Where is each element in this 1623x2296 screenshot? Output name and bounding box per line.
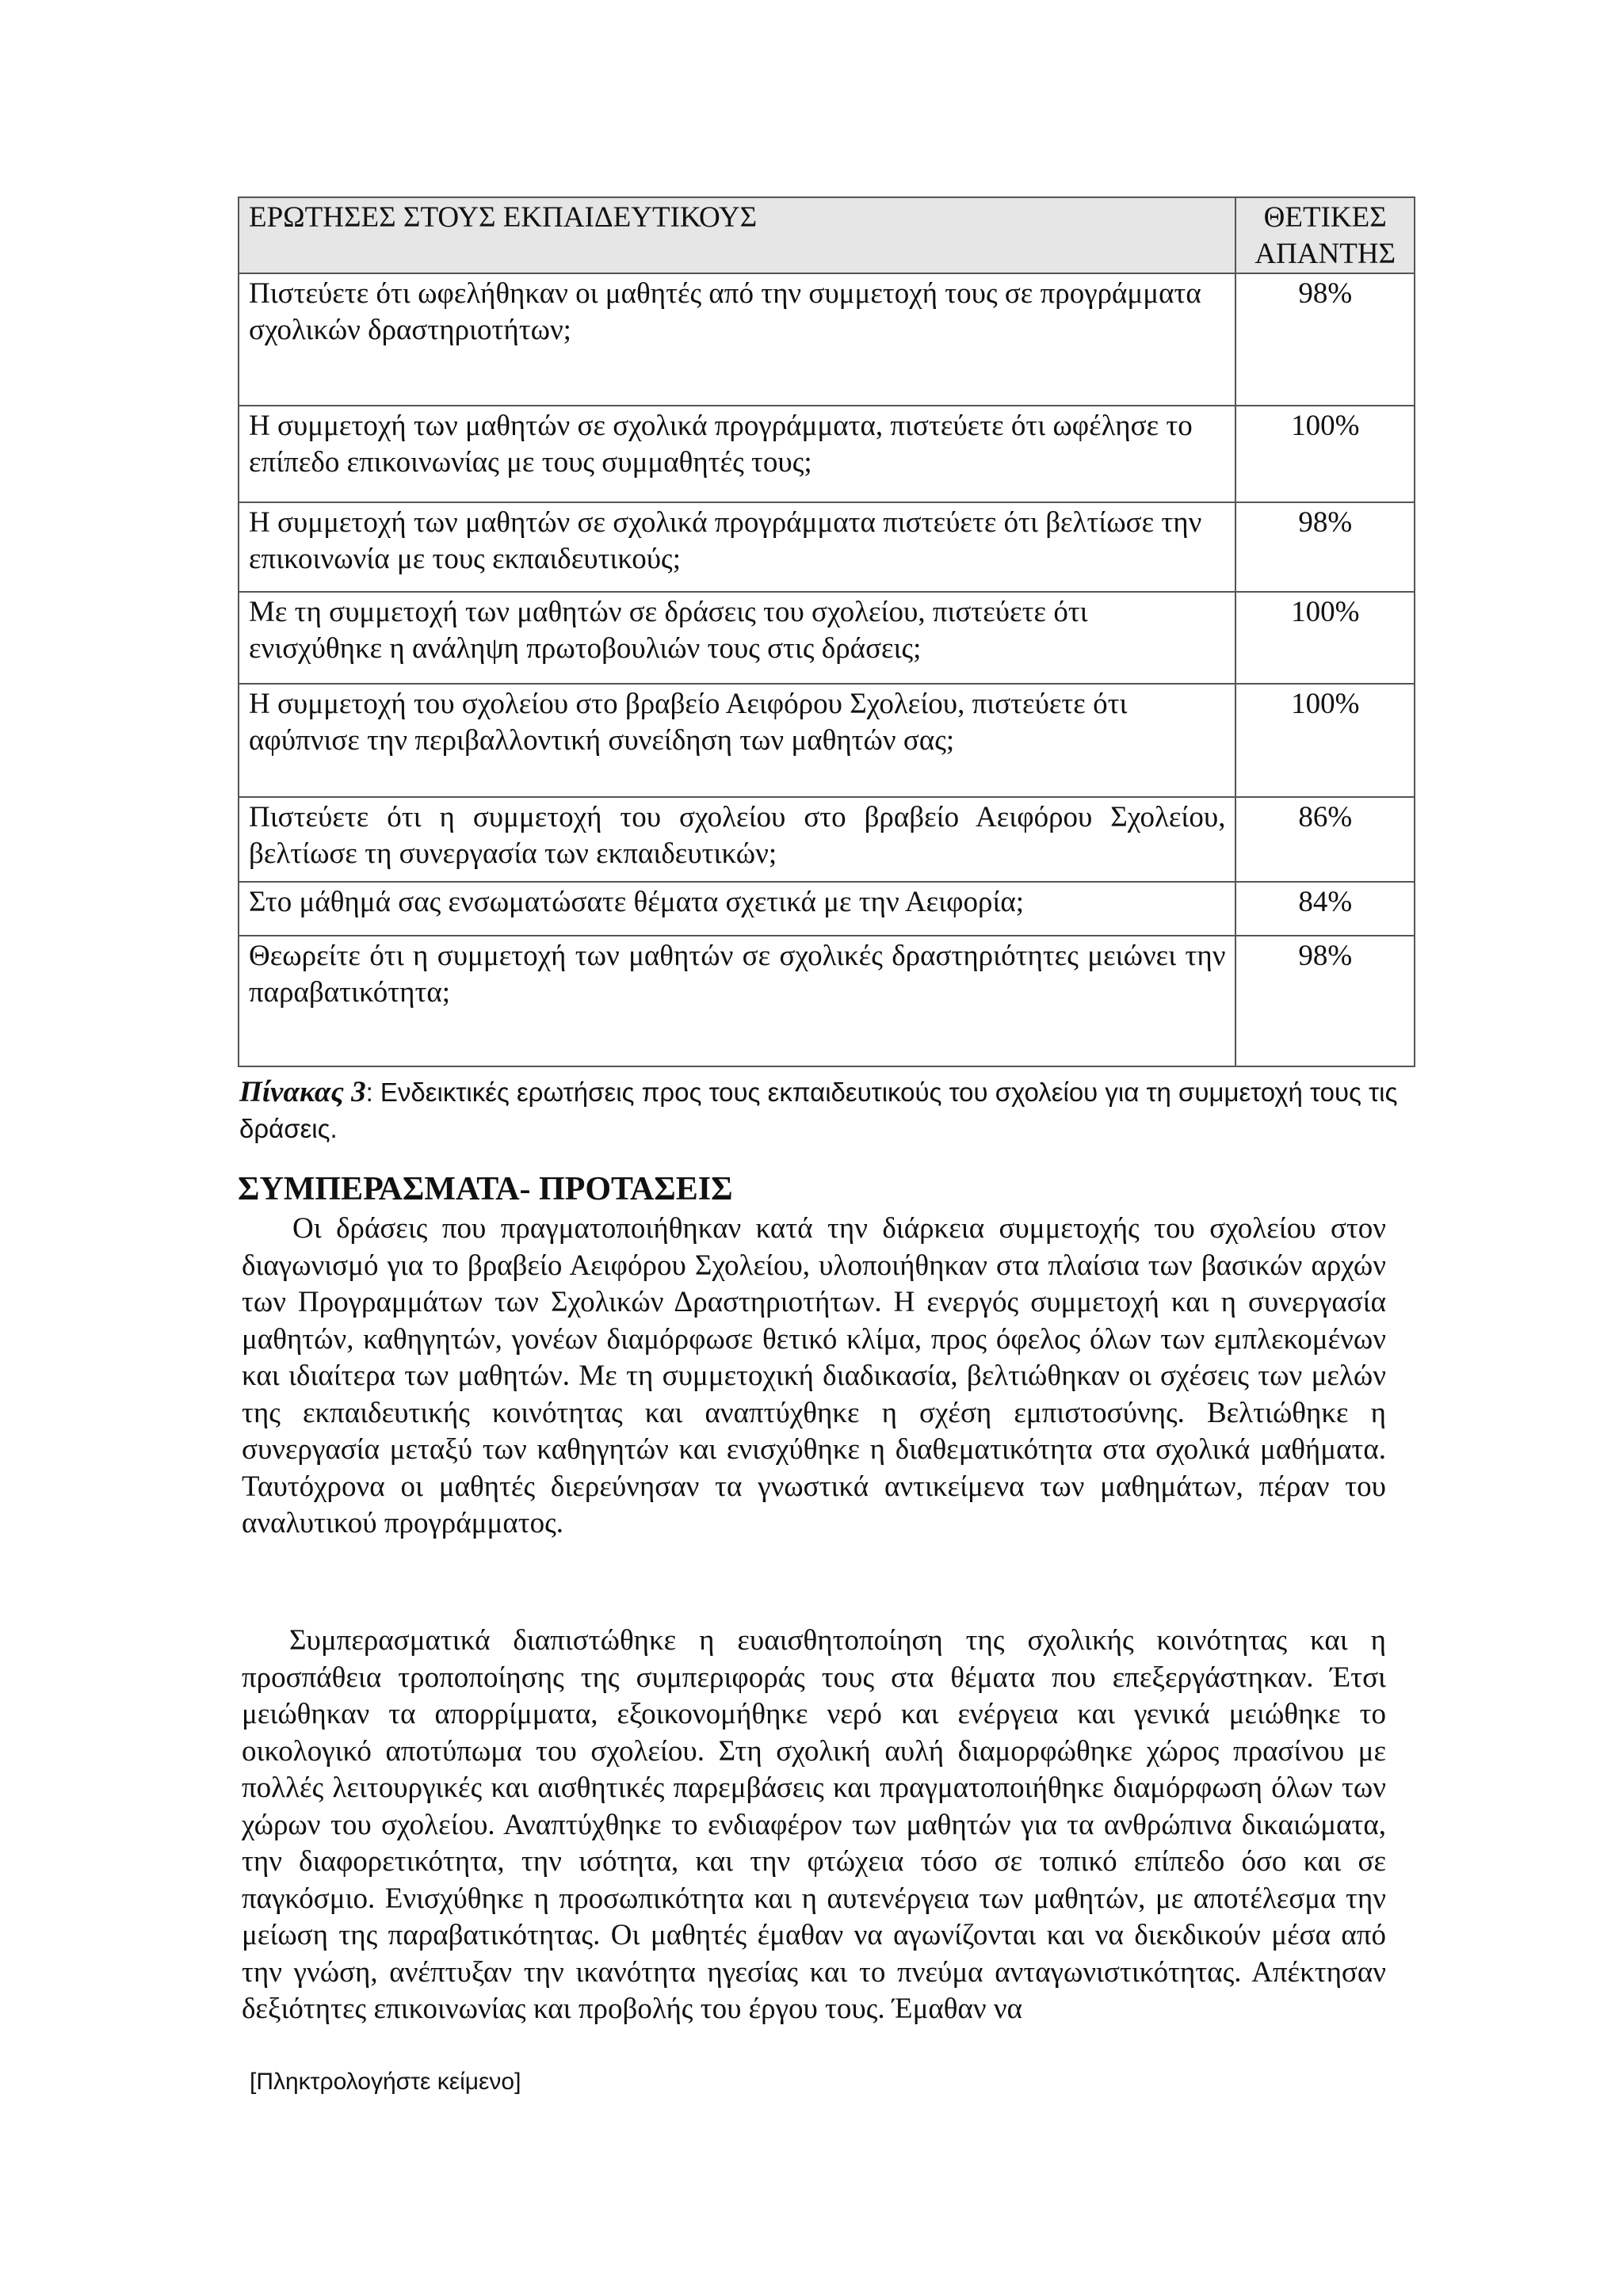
header-answer-line2: ΑΠΑΝΤΗΣ <box>1254 238 1396 270</box>
answer-cell: 100% <box>1235 684 1415 797</box>
question-cell: Η συμμετοχή των μαθητών σε σχολικά προγράμματα, πιστεύετε ότι ωφέλησε το επίπεδο επικοινωνίας με τους συμμαθητές τους; <box>239 406 1235 502</box>
table-row <box>239 273 1415 406</box>
answer-cell: 100% <box>1235 592 1415 684</box>
answer-cell: 98% <box>1235 502 1415 592</box>
table-row <box>239 502 1415 592</box>
table-row <box>239 684 1415 797</box>
caption-text: : Ενδεικτικές ερωτήσεις προς τους εκπαιδευτικούς του σχολείου για τη συμμετοχή τους τις δράσεις. <box>239 1077 1398 1143</box>
question-cell: Με τη συμμετοχή των μαθητών σε δράσεις του σχολείου, πιστεύετε ότι ενισχύθηκε η ανάληψη πρωτοβουλιών τους στις δράσεις; <box>239 592 1235 684</box>
survey-table <box>238 196 1415 1067</box>
footer-placeholder[interactable]: [Πληκτρολογήστε κείμενο] <box>250 2069 521 2095</box>
section-title: ΣΥΜΠΕΡΑΣΜΑΤΑ- ΠΡΟΤΑΣΕΙΣ <box>238 1171 733 1207</box>
table-row <box>239 936 1415 1066</box>
table-caption <box>239 1074 1412 1147</box>
question-cell: Πιστεύετε ότι η συμμετοχή του σχολείου στο βραβείο Αειφόρου Σχολείου, βελτίωσε τη συνεργασία των εκπαιδευτικών; <box>239 797 1235 882</box>
header-question-cell: ΕΡΩΤΗΣΕΣ ΣΤΟΥΣ ΕΚΠΑΙΔΕΥΤΙΚΟΥΣ <box>239 197 1235 273</box>
header-answer-cell <box>1235 197 1415 273</box>
table-row <box>239 592 1415 684</box>
question-cell: Στο μάθημά σας ενσωματώσατε θέματα σχετικά με την Αειφορία; <box>239 882 1235 936</box>
question-cell: Θεωρείτε ότι η συμμετοχή των μαθητών σε σχολικές δραστηριότητες μειώνει την παραβατικότητα; <box>239 936 1235 1066</box>
table-row <box>239 882 1415 936</box>
header-answer-line1: ΘΕΤΙΚΕΣ <box>1263 201 1387 234</box>
table-row <box>239 797 1415 882</box>
answer-cell: 98% <box>1235 273 1415 406</box>
table-header-row <box>239 197 1415 273</box>
answer-cell: 100% <box>1235 406 1415 502</box>
question-cell: Η συμμετοχή των μαθητών σε σχολικά προγράμματα πιστεύετε ότι βελτίωσε την επικοινωνία με τους εκπαιδευτικούς; <box>239 502 1235 592</box>
table-row <box>239 406 1415 502</box>
caption-label: Πίνακας 3 <box>239 1076 366 1108</box>
question-cell: Πιστεύετε ότι ωφελήθηκαν οι μαθητές από την συμμετοχή τους σε προγράμματα σχολικών δραστηριοτήτων; <box>239 273 1235 406</box>
answer-cell: 86% <box>1235 797 1415 882</box>
answer-cell: 84% <box>1235 882 1415 936</box>
conclusions-paragraph-1: Οι δράσεις που πραγματοποιήθηκαν κατά την διάρκεια συμμετοχής του σχολείου στον διαγωνισμό για το βραβείο Αειφόρου Σχολείου, υλοποιήθηκαν στα πλαίσια των βασικών αρχών των Προγραμμάτων των Σχολικών Δραστηριοτήτων. Η ενεργός συμμετοχή και η συνεργασία μαθητών, καθηγητών, γονέων διαμόρφωσε θετικό κλίμα, προς όφελος όλων των εμπλεκομένων και ιδιαίτερα των μαθητών. Με τη συμμετοχική διαδικασία, βελτιώθηκαν οι σχέσεις των μελών της εκπαιδευτικής κοινότητας και αναπτύχθηκε η σχέση εμπιστοσύνης. Βελτιώθηκε η συνεργασία μεταξύ των καθηγητών και ενισχύθηκε η διαθεματικότητα στα σχολικά μαθήματα. Ταυτόχρονα οι μαθητές διερεύνησαν τα γνωστικά αντικείμενα των μαθημάτων, πέραν του αναλυτικού προγράμματος. <box>242 1212 1386 1539</box>
answer-cell: 98% <box>1235 936 1415 1066</box>
question-cell: Η συμμετοχή του σχολείου στο βραβείο Αειφόρου Σχολείου, πιστεύετε ότι αφύπνισε την περιβαλλοντική συνείδηση των μαθητών σας; <box>239 684 1235 797</box>
conclusions-paragraph-2: Συμπερασματικά διαπιστώθηκε η ευαισθητοποίηση της σχολικής κοινότητας και η προσπάθεια τροποποίησης της συμπεριφοράς τους στα θέματα που επεξεργάστηκαν. Έτσι μειώθηκαν τα απορρίμματα, εξοικονομήθηκε νερό και ενέργεια και γενικά μειώθηκε το οικολογικό αποτύπωμα του σχολείου. Στη σχολική αυλή διαμορφώθηκε χώρος πρασίνου με πολλές λειτουργικές και αισθητικές παρεμβάσεις και πραγματοποιήθηκε διαμόρφωση όλων των χώρων του σχολείου. Αναπτύχθηκε το ενδιαφέρον των μαθητών για τα ανθρώπινα δικαιώματα, την διαφορετικότητα, την ισότητα, και την φτώχεια τόσο σε τοπικό επίπεδο όσο και σε παγκόσμιο. Ενισχύθηκε η προσωπικότητα και η αυτενέργεια των μαθητών, με αποτέλεσμα την μείωση της παραβατικότητας. Οι μαθητές έμαθαν να αγωνίζονται και να διεκδικούν μέσα από την γνώση, ανέπτυξαν την ικανότητα ηγεσίας και το πνεύμα ανταγωνιστικότητας. Απέκτησαν δεξιότητες επικοινωνίας και προβολής του έργου τους. Έμαθαν να <box>242 1624 1386 2025</box>
